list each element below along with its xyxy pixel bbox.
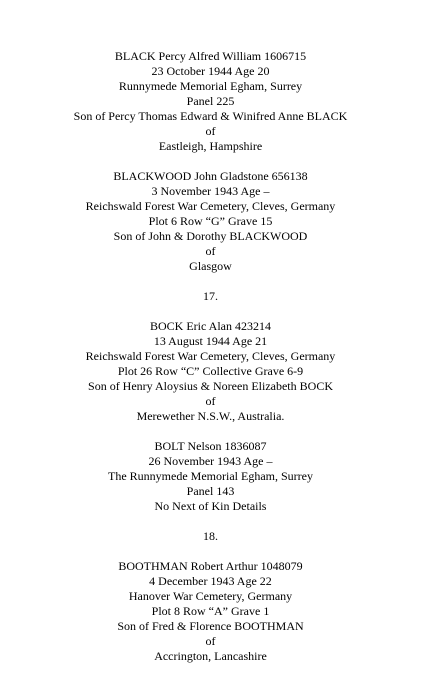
entry-spacer bbox=[0, 274, 421, 289]
entry-parents-line: Son of John & Dorothy BLACKWOOD bbox=[113, 229, 308, 243]
memorial-entry bbox=[0, 559, 421, 664]
entry-name-line: BLACK Percy Alfred William 1606715 bbox=[114, 49, 307, 63]
entry-spacer bbox=[0, 304, 421, 319]
entry-hometown-line: Glasgow bbox=[189, 259, 232, 273]
entry-of-line: of bbox=[205, 244, 216, 258]
document-page bbox=[0, 49, 421, 664]
memorial-entry bbox=[0, 169, 421, 274]
entry-plot-line: Plot 8 Row “A” Grave 1 bbox=[151, 604, 270, 618]
entry-of-line: of bbox=[205, 124, 216, 138]
entry-plot-line: Plot 6 Row “G” Grave 15 bbox=[148, 214, 273, 228]
entry-spacer bbox=[0, 514, 421, 529]
entry-location-line: Reichswald Forest War Cemetery, Cleves, Germany bbox=[85, 199, 336, 213]
entry-location-line: Hanover War Cemetery, Germany bbox=[128, 589, 293, 603]
entry-spacer bbox=[0, 424, 421, 439]
entry-hometown-line: Merewether N.S.W., Australia. bbox=[136, 409, 285, 423]
memorial-entry bbox=[0, 319, 421, 424]
entry-location-line: Reichswald Forest War Cemetery, Cleves, Germany bbox=[85, 349, 336, 363]
page-number: 17. bbox=[203, 289, 218, 303]
entry-location-line: The Runnymede Memorial Egham, Surrey bbox=[108, 469, 313, 483]
entry-plot-line: Plot 26 Row “C” Collective Grave 6-9 bbox=[117, 364, 304, 378]
entry-date-line: 23 October 1944 Age 20 bbox=[151, 64, 270, 78]
entry-parents-line: Son of Fred & Florence BOOTHMAN bbox=[117, 619, 304, 633]
entry-spacer bbox=[0, 544, 421, 559]
entry-date-line: 3 November 1943 Age – bbox=[151, 184, 270, 198]
entry-panel-line: Panel 143 bbox=[186, 484, 235, 498]
entry-panel-line: Panel 225 bbox=[186, 94, 235, 108]
entry-hometown-line: Eastleigh, Hampshire bbox=[158, 139, 263, 153]
entry-spacer bbox=[0, 154, 421, 169]
memorial-entry bbox=[0, 49, 421, 154]
entry-location-line: Runnymede Memorial Egham, Surrey bbox=[118, 79, 303, 93]
entry-of-line: of bbox=[205, 634, 216, 648]
entry-parents-line: Son of Henry Aloysius & Noreen Elizabeth BOCK bbox=[88, 379, 333, 393]
entry-name-line: BOLT Nelson 1836087 bbox=[154, 439, 267, 453]
entry-parents-line: Son of Percy Thomas Edward & Winifred Anne BLACK bbox=[73, 109, 348, 123]
memorial-entry bbox=[0, 439, 421, 514]
entry-kin-line: No Next of Kin Details bbox=[154, 499, 267, 513]
entry-of-line: of bbox=[205, 394, 216, 408]
entry-name-line: BLACKWOOD John Gladstone 656138 bbox=[113, 169, 308, 183]
entry-date-line: 26 November 1943 Age – bbox=[148, 454, 273, 468]
entry-date-line: 4 December 1943 Age 22 bbox=[149, 574, 272, 588]
page-number: 18. bbox=[203, 529, 218, 543]
entry-name-line: BOCK Eric Alan 423214 bbox=[150, 319, 271, 333]
entry-name-line: BOOTHMAN Robert Arthur 1048079 bbox=[118, 559, 303, 573]
entry-hometown-line: Accrington, Lancashire bbox=[154, 649, 267, 663]
entry-date-line: 13 August 1944 Age 21 bbox=[153, 334, 268, 348]
